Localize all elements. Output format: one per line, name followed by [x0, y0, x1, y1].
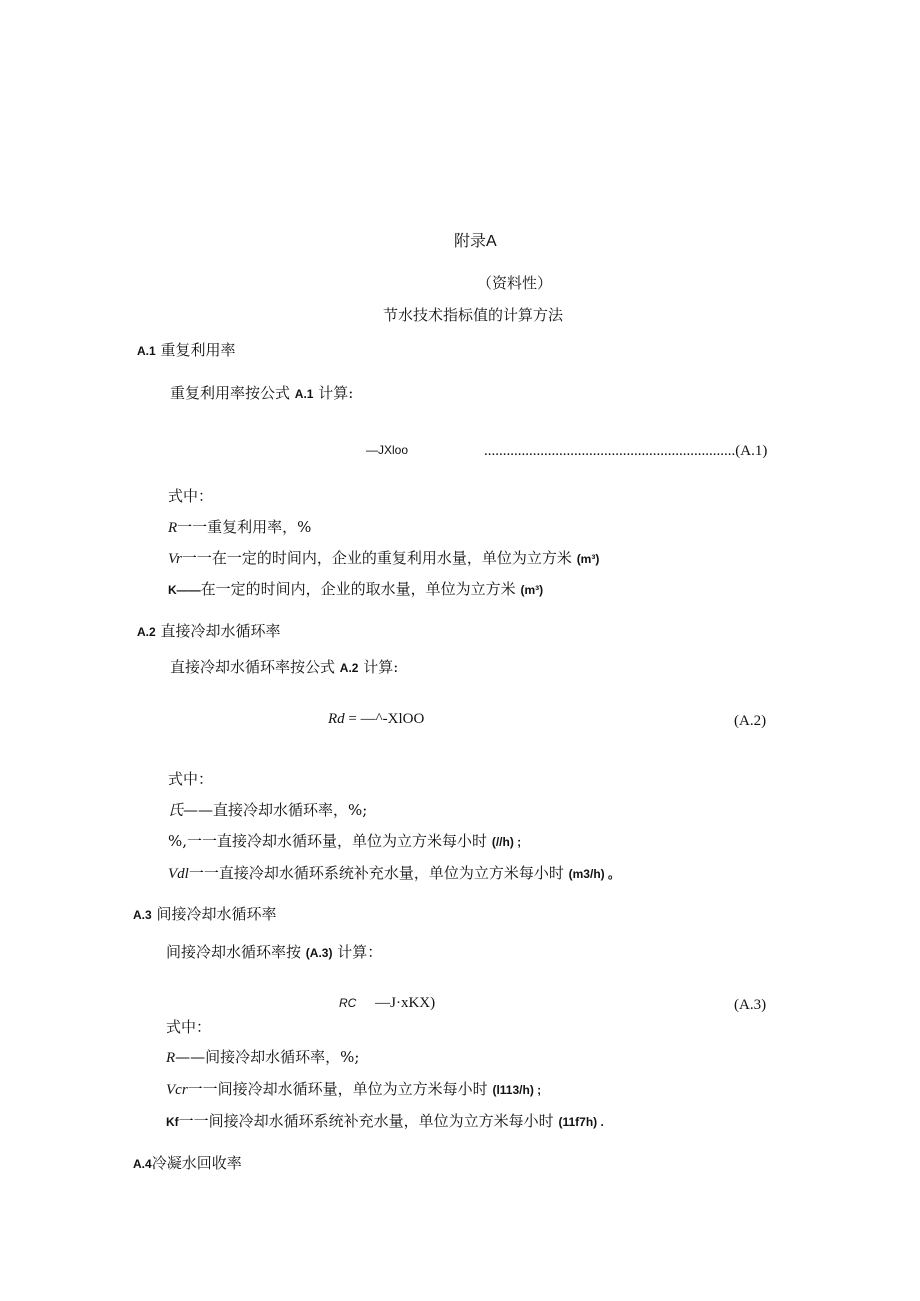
symbol: R — [168, 520, 178, 536]
section-title: 间接冷却水循环率 — [156, 905, 277, 923]
unit: (m³) — [520, 583, 544, 597]
definition-item: %,一一直接冷却水循环量，单位为立方米每小时 (//h) ; — [168, 832, 522, 850]
equation-number: (A.3) — [734, 997, 767, 1013]
formula-intro-a3: 间接冷却水循环率按 (A.3) 计算： — [166, 943, 383, 961]
section-heading-a2 — [137, 621, 280, 642]
section-number: A.1 — [137, 344, 156, 358]
formula-rhs: —J·xKX) — [375, 995, 436, 1011]
formula-lhs: RC — [339, 996, 357, 1010]
symbol: 氏 — [168, 801, 184, 819]
formula-a3 — [339, 992, 435, 1013]
symbol: Kf — [166, 1115, 179, 1129]
section-heading-a4 — [133, 1153, 242, 1174]
formula-lhs: Rd — [328, 711, 345, 727]
where-label: 式中： — [168, 487, 214, 505]
formula-intro-a2: 直接冷却水循环率按公式 A.2 计算: — [170, 658, 399, 676]
definition-item: Kf一一间接冷却水循环系统补充水量，单位为立方米每小时 (11f7h) . — [166, 1112, 604, 1130]
formula-a1-line — [484, 441, 767, 461]
section-title: 冷凝水回收率 — [151, 1154, 242, 1172]
where-label: 式中： — [166, 1018, 212, 1036]
formula-rhs: = —^-XlOO — [348, 711, 425, 727]
unit: (l113/h) ; — [492, 1083, 542, 1097]
symbol: %, — [168, 832, 188, 850]
definition-item: 氏——直接冷却水循环率，%; — [168, 801, 368, 819]
definition-item: Vdl一一直接冷却水循环系统补充水量，单位为立方米每小时 (m3/h) 。 — [168, 864, 620, 882]
definition-item: R一一重复利用率，% — [168, 518, 312, 536]
equation-number: (A.2) — [734, 713, 767, 729]
definition-item: Vr一一在一定的时间内，企业的重复利用水量，单位为立方米 (m³) — [168, 549, 600, 567]
symbol: K—— — [168, 583, 201, 597]
symbol: Vr — [168, 551, 182, 567]
unit: (//h) ; — [491, 835, 522, 849]
symbol: R — [166, 1050, 176, 1066]
unit: (m3/h) 。 — [568, 867, 620, 881]
definition-item: R——间接冷却水循环率，%; — [166, 1048, 360, 1066]
unit: (11f7h) . — [558, 1115, 604, 1129]
appendix-title: 附录A — [454, 233, 497, 250]
definition-item: K——在一定的时间内，企业的取水量，单位为立方米 (m³) — [168, 580, 544, 598]
section-number: A.3 — [133, 908, 152, 922]
formula-intro-a1: 重复利用率按公式 A.1 计算: — [170, 384, 354, 402]
section-number: A.4 — [133, 1157, 152, 1171]
section-heading-a3 — [133, 904, 276, 925]
appendix-nature: （资料性） — [477, 274, 553, 292]
section-heading-a1 — [137, 340, 235, 361]
section-title: 重复利用率 — [160, 341, 236, 359]
where-label: 式中： — [168, 770, 214, 788]
definition-item: Vcr一一间接冷却水循环量，单位为立方米每小时 (l113/h) ; — [166, 1080, 542, 1098]
formula-a1: —JXloo — [366, 443, 409, 457]
symbol: Vdl — [168, 866, 189, 882]
equation-number: (A.1) — [735, 443, 768, 459]
symbol: Vcr — [166, 1082, 188, 1098]
unit: (m³) — [576, 552, 600, 566]
formula-a2 — [328, 709, 424, 729]
leader-dots: ................................................................... — [484, 443, 736, 459]
section-number: A.2 — [137, 625, 156, 639]
document-title: 节水技术指标值的计算方法 — [383, 306, 564, 324]
section-title: 直接冷却水循环率 — [160, 622, 281, 640]
